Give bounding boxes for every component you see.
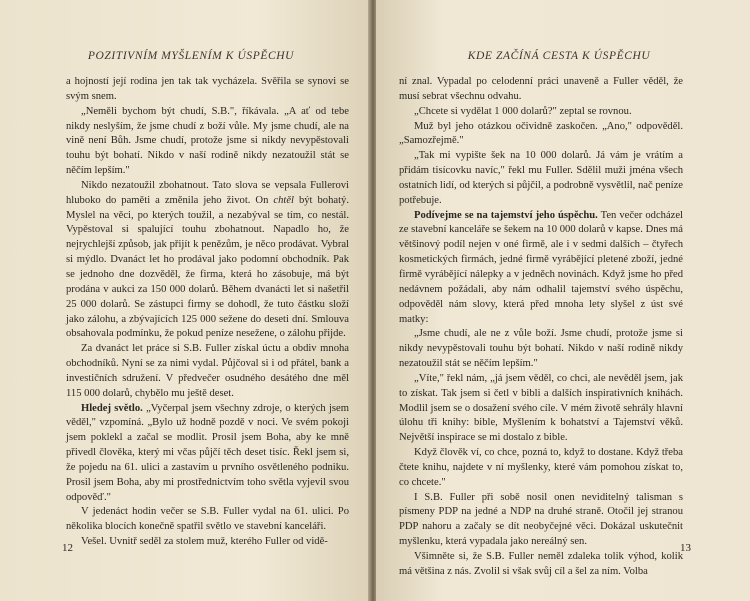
section-lead: Podívejme se na tajemství jeho úspěchu. [414, 209, 598, 221]
text-span: „Vyčerpal jsem všechny zdroje, o kterých jsem věděl," vzpomíná. „Bylo už hodně pozdě v noci. Ve svém pokoji jsem poklekl a začal se modlit. Prosil jsem Boha, aby ke mně přivedl člověka, který mi včas půjčí těch deset tisíc. Řekl jsem si, že pojedu na 61. ulici a zastavím u prvního osvětleného podniku. Prosil jsem Boha, aby mi prostřednictvím toho světla vyjevil svou odpověď." [66, 402, 349, 503]
text-span: Nikdo nezatoužil zbohatnout. Tato slova se vepsala Fullerovi hluboko do paměti a změnila jeho život. On [66, 179, 349, 206]
paragraph: „Chcete si vydělat 1 000 dolarů?" zeptal se rovnou. [414, 105, 632, 117]
page-number-right: 13 [680, 542, 691, 554]
text-span: být bohatý. Myslel na věci, po kterých toužil, a nezabýval se tím, co nestál. Vypěstoval si spalující touhu zbohatnout. Napadlo ho, že nejrychlejší způsob, jak přijít k penězům, je něco prodávat. Vybral si mýdlo. Dvanáct let ho prodával jako podomní obchodník. Pak se jednoho dne dozvěděl, že firma, která ho zásobuje, má být prodána v aukci za 150 000 dolarů. Během dvanácti let si našetřil 25 000 dolarů. Se zástupci firmy se dohodl, že tuto částku složí jako zálohu, a zbývajících 125 000 sežene do deseti dní. Smlouva obsahovala podmínku, že pokud peníze nesežene, o zálohu přijde. [66, 194, 349, 340]
paragraph [66, 402, 349, 506]
paragraph: Za dvanáct let práce si S.B. Fuller získal úctu a obdiv mnoha obchodníků. Nyní se za nimi vydal. Půjčoval si i od přátel, bank a investičních sdružení. V předvečer osudného desátého dne měl 115 000 dolarů, chybělo mu ještě deset. [66, 343, 349, 399]
paragraph [399, 209, 683, 328]
paragraph: V jedenáct hodin večer se S.B. Fuller vydal na 61. ulici. Po několika blocích konečně spatřil světlo ve stavební kanceláři. [66, 506, 349, 533]
paragraph: ní znal. Vypadal po celodenní práci unaveně a Fuller věděl, že musí sebrat všechnu odvahu. [399, 76, 683, 102]
paragraph: „Víte," řekl nám, „já jsem věděl, co chci, ale nevěděl jsem, jak to získat. Tak jsem si četl v bibli a dalších inspirativních knihách. Modlil jsem se o dosažení svého cíle. V mém životě sehrály hlavní úlohu tři knihy: bible, Myšlením k bohatství a Tajemství věků. Největší inspirace se mi dostalo z bible. [399, 372, 683, 444]
right-body-text [399, 75, 683, 580]
emphasis: chtěl [273, 194, 294, 206]
running-head-left: POZITIVNÍM MYŠLENÍM K ÚSPĚCHU [87, 50, 295, 62]
right-page [376, 0, 750, 601]
paragraph: Když člověk ví, co chce, pozná to, když to dostane. Když třeba čtete knihu, najdete v ní myšlenky, které vám pomohou získat to, co chcete." [399, 447, 683, 488]
left-body-text [66, 75, 349, 550]
paragraph [66, 179, 349, 342]
text-span: Ten večer odcházel ze stavební kanceláře se šekem na 10 000 dolarů v kapse. Dnes má většinový podíl nejen v oné firmě, ale i v sedmi dalších – čtyřech kosmetických firmách, jedné firmě vyrábějící pletené zboží, jedné firmě vyrábějící nálepky a v jedněch novinách. Když jsme ho před nedávnem požádali, aby nám odhalil tajemství svého úspěchu, odpověděl nám slovy, která před mnoha lety slyšel z úst své matky: [399, 209, 683, 325]
paragraph: „Neměli bychom být chudí, S.B.", říkávala. „A ať od tebe nikdy neslyším, že jsme chudí z boží vůle. My jsme chudí, ale na vině není Bůh. Jsme chudí, protože jsme si nikdy nevypěstovali touhu být bohatí. Nikdo v naší rodině nikdy nezatoužil stát se něčím lepším." [66, 105, 349, 177]
page-number-left: 12 [62, 542, 73, 554]
paragraph: Muž byl jeho otázkou očividně zaskočen. „Ano," odpověděl. „Samozřejmě." [399, 120, 683, 147]
paragraph: „Tak mi vypište šek na 10 000 dolarů. Já vám je vrátím a přidám tisícovku navíc," řekl mu Fuller. Sdělil muži jména všech ostatních lidí, od kterých si půjčil, a podrobně vysvětlil, nač peníze potřebuje. [399, 150, 683, 206]
paragraph: Všimněte si, že S.B. Fuller neměl zdaleka tolik výhod, kolik má většina z nás. Zvolil si však svůj cíl a šel za ním. Volba [399, 551, 683, 577]
paragraph: I S.B. Fuller při sobě nosil onen neviditelný talisman s písmeny PDP na jedné a NDP na druhé straně. Otočil jej stranou PDP nahoru a začaly se dít neobyčejné věci. Dokázal uskutečnit myšlenku, která vypadala jako nereálný sen. [399, 491, 683, 548]
section-lead: Hledej světlo. [81, 402, 143, 414]
paragraph: „Jsme chudí, ale ne z vůle boží. Jsme chudí, protože jsme si nikdy nevypěstovali touhu být bohatí. Nikdo v naší rodině nikdy nezatoužil stát se něčím lepším." [399, 328, 683, 370]
running-head-right: KDE ZAČÍNÁ CESTA K ÚSPĚCHU [467, 50, 651, 62]
left-page [0, 0, 370, 601]
paragraph: a hojností její rodina jen tak tak vycházela. Svěřila se synovi se svým snem. [66, 76, 349, 102]
paragraph: Vešel. Uvnitř seděl za stolem muž, kterého Fuller od vidě- [81, 536, 328, 548]
